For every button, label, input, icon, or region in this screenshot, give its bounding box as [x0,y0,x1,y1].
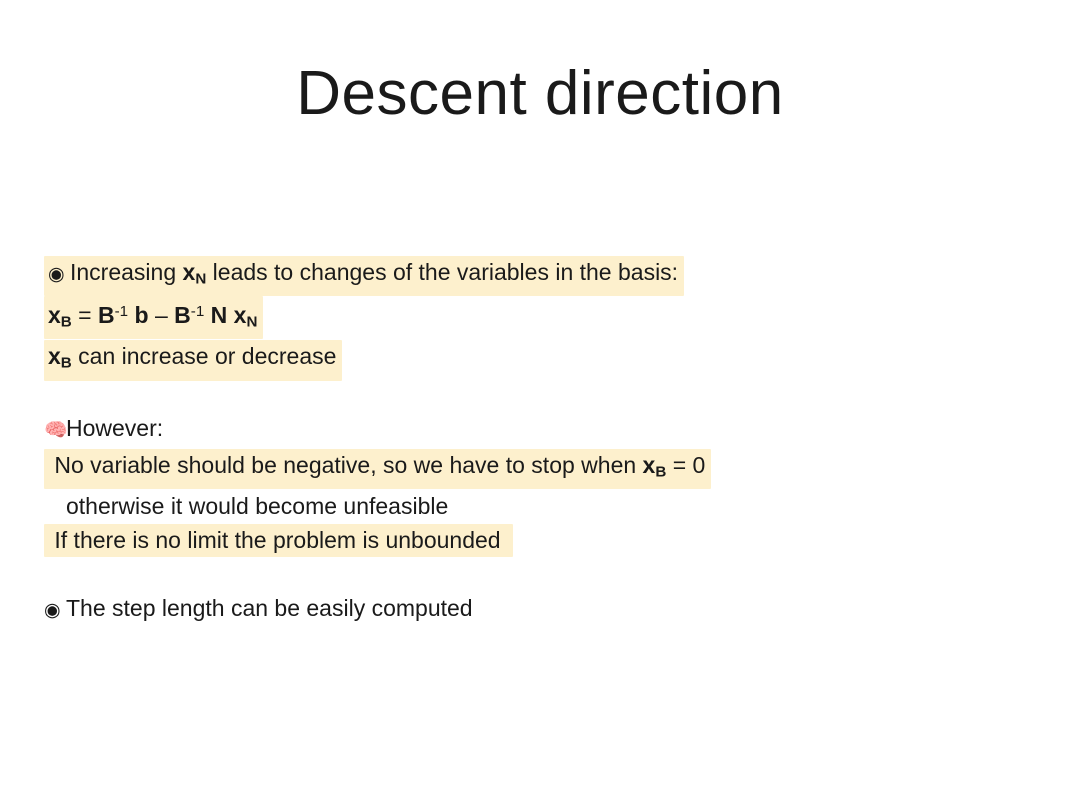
line-text: otherwise it would become unfeasible [66,493,449,520]
list-item [44,296,1034,339]
line-text: Increasing $x_N$ leads to changes of the variables in the basis: [70,259,679,288]
content-block-however [44,411,1034,557]
content-block-increasing [44,255,1034,381]
line-text: The step length can be easily computed [66,595,473,622]
list-item [44,255,1034,296]
line-text: No variable should be negative, so we have to stop when $x_B = 0$ [44,449,711,489]
list-item [44,448,1034,489]
page-title: Descent direction [296,59,784,128]
slide-body [44,255,1034,628]
list-item [44,339,1034,380]
line-text: $x_B = B^{-1}$ b – $B^{-1}$ N $x_N$ [44,296,263,339]
line-text: $x_B$ can increase or decrease [44,340,342,380]
eye-icon: ◉ [48,264,65,285]
line-text: However: [66,414,164,441]
list-item [44,523,1034,557]
list-item [44,489,1034,523]
brain-icon: 🧠 [44,419,68,441]
list-item [44,411,1034,448]
eye-icon: ◉ [44,600,61,622]
list-item [44,591,1034,628]
content-block-step-length [44,591,1034,628]
line-text: If there is no limit the problem is unbounded [44,524,513,557]
